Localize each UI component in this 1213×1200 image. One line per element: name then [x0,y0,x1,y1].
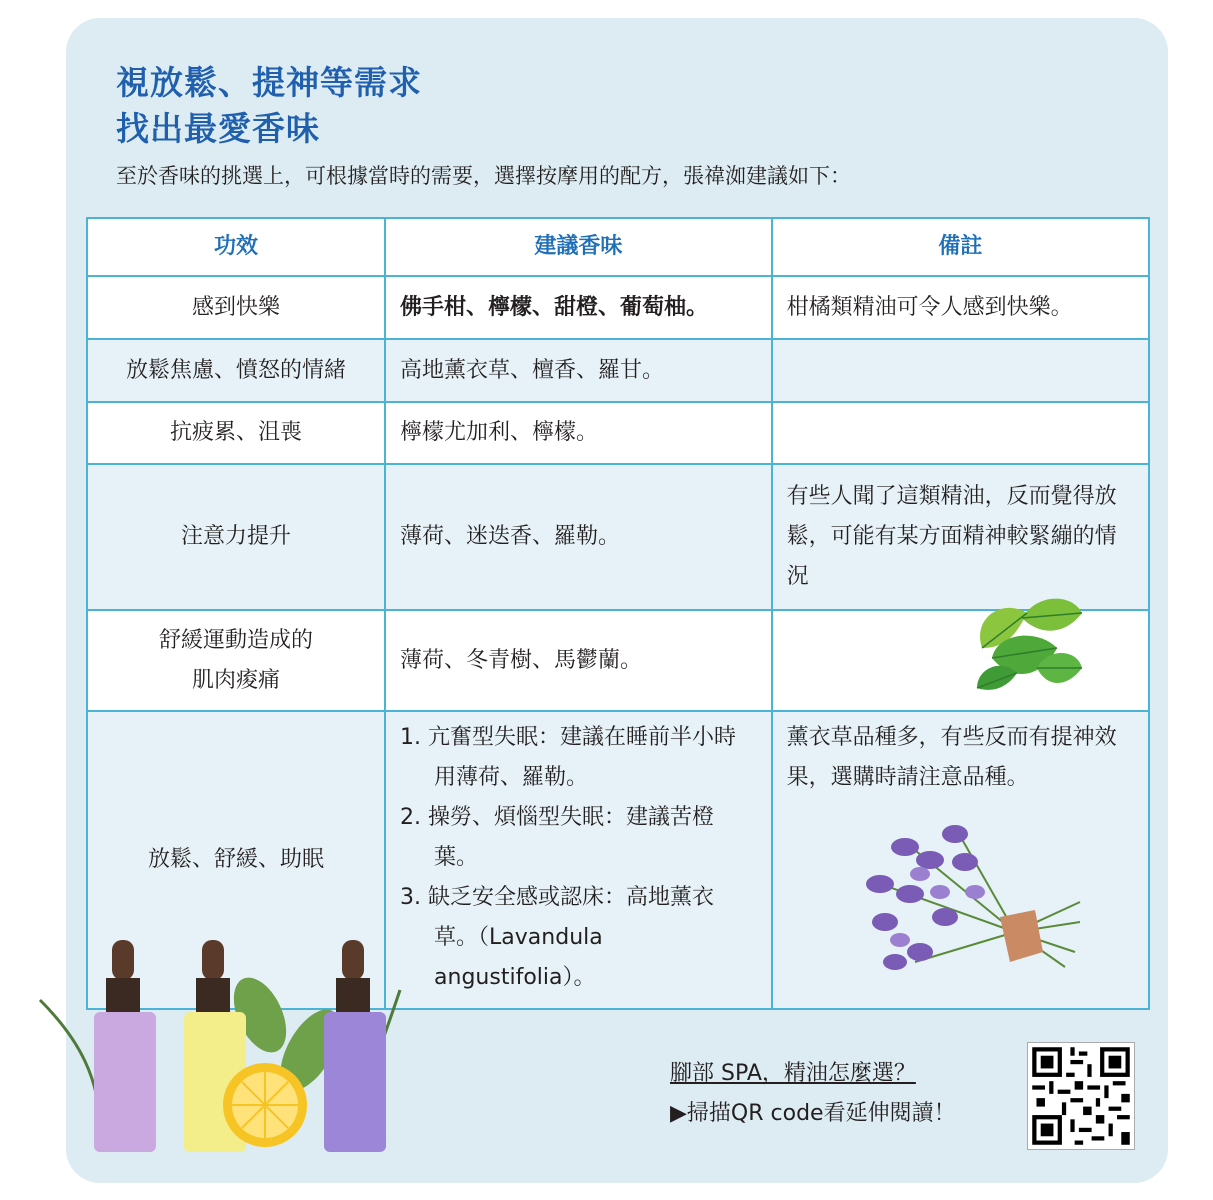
row-scent: 薄荷、迷迭香、羅勒。 [385,464,772,610]
lavender-bouquet-image [855,822,1085,987]
bottle-3 [324,940,386,1152]
header-note: 備註 [772,218,1149,276]
table-row [87,402,1149,464]
list-item: 2. 操勞、煩惱型失眠：建議苦橙葉。 [400,805,715,870]
row-effect: 注意力提升 [87,464,385,610]
title-line-1: 視放鬆、提神等需求 [116,63,422,102]
bottle-1 [94,940,156,1152]
row-effect-line-1: 舒緩運動造成的 [159,627,314,653]
row-scent: 佛手柑、檸檬、甜橙、葡萄柚。 [385,276,772,339]
table-row [87,339,1149,402]
essential-oil-bottles-image [30,930,450,1160]
row-effect-line-2: 肌肉痠痛 [192,667,281,693]
qr-cta: ▶掃描QR code看延伸閱讀！ [670,1101,956,1126]
row-effect: 抗疲累、沮喪 [87,402,385,464]
qr-code-image[interactable] [1027,1042,1135,1150]
row-effect: 放鬆焦慮、憤怒的情緒 [87,339,385,402]
row-note: 薰衣草品種多，有些反而有提神效果，選購時請注意品種。 [772,711,1149,1009]
row-note [772,339,1149,402]
read-more-box [670,1054,956,1134]
header-scent: 建議香味 [385,218,772,276]
row-effect: 感到快樂 [87,276,385,339]
insomnia-list [400,718,757,998]
row-scent: 檸檬尤加利、檸檬。 [385,402,772,464]
mint-leaves-image [962,588,1092,698]
intro-text: 至於香味的挑選上，可根據當時的需要，選擇按摩用的配方，張禕洳建議如下： [116,164,851,188]
row-note: 有些人聞了這類精油，反而覺得放鬆，可能有某方面精神較緊繃的情況 [772,464,1149,610]
row-effect: 放鬆、舒緩、助眠 [87,711,385,1009]
row-effect [87,610,385,711]
table-row [87,276,1149,339]
row-note [772,402,1149,464]
row-note: 柑橘類精油可令人感到快樂。 [772,276,1149,339]
article-link[interactable]: 腳部 SPA，精油怎麼選？ [670,1061,916,1086]
row-scent: 薄荷、冬青樹、馬鬱蘭。 [385,610,772,711]
header-effect: 功效 [87,218,385,276]
page-title [116,60,422,152]
list-item: 1. 亢奮型失眠：建議在睡前半小時用薄荷、羅勒。 [400,725,737,790]
table-header-row [87,218,1149,276]
title-line-2: 找出最愛香味 [116,109,320,148]
list-item: 3. 缺乏安全感或認床：高地薰衣草。（Lavandula angustifolia）。 [400,885,715,990]
row-note [772,610,1149,711]
row-scent: 高地薰衣草、檀香、羅甘。 [385,339,772,402]
